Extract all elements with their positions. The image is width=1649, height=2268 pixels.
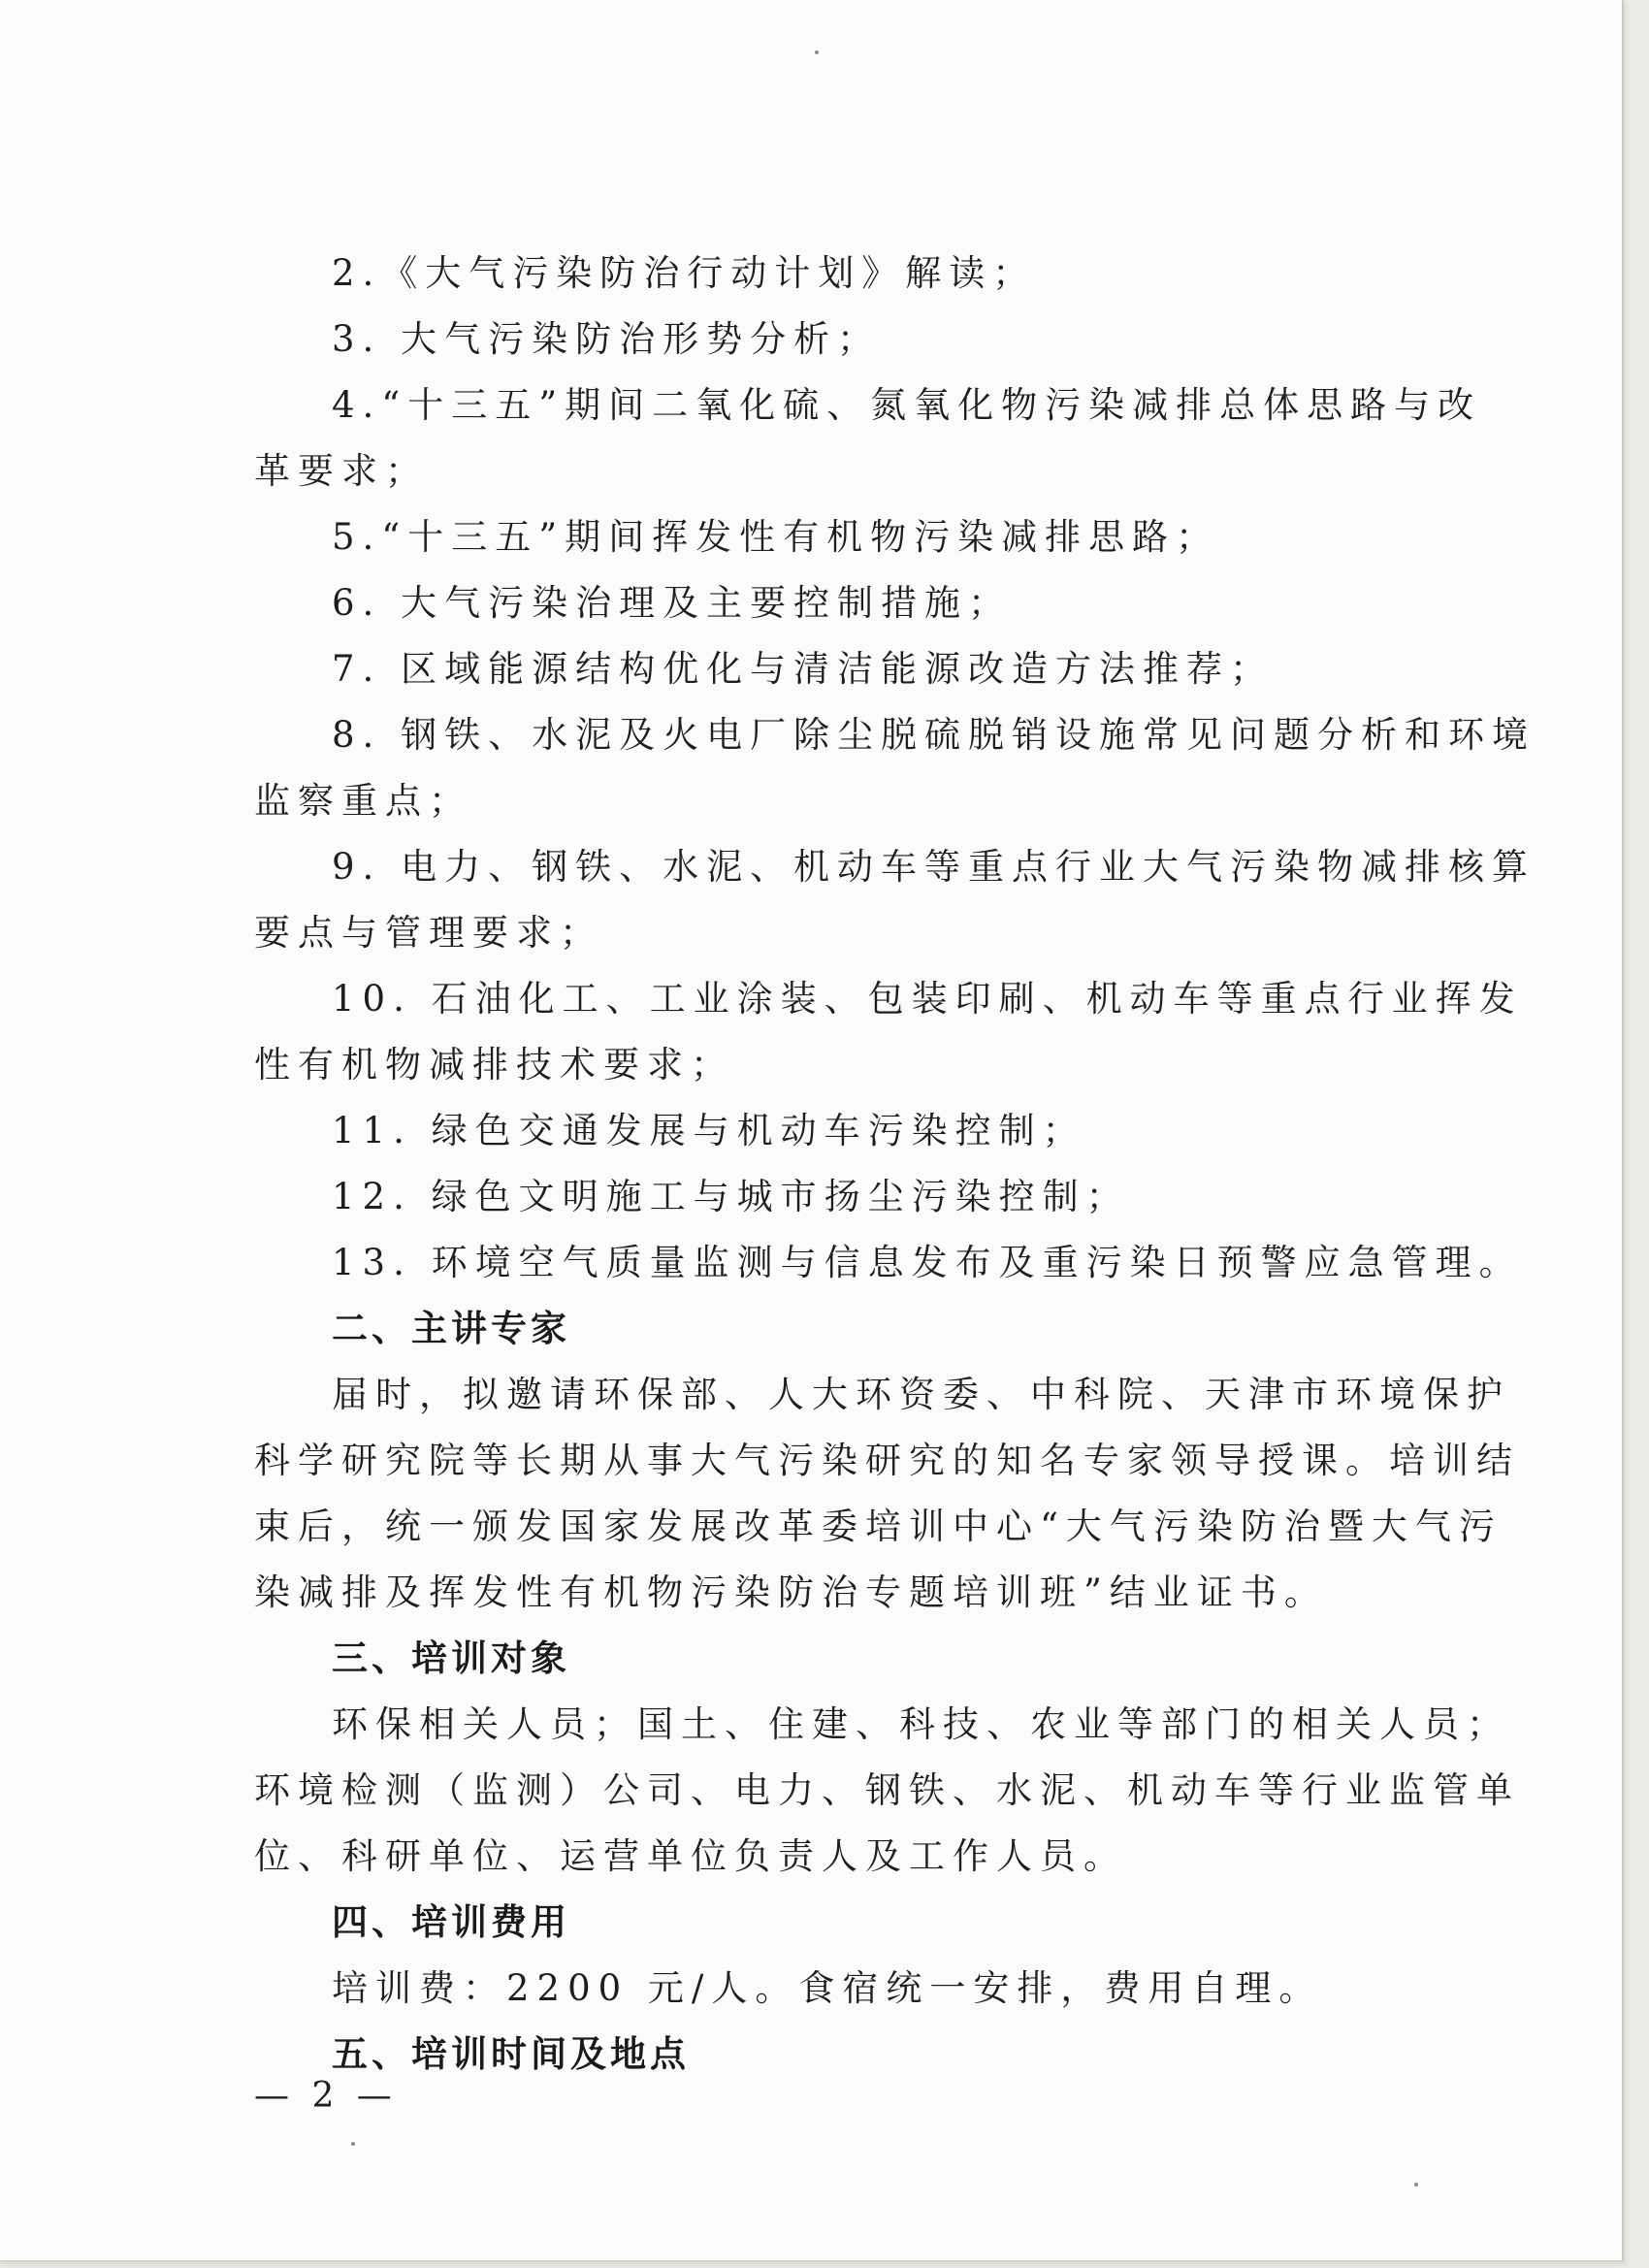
- list-item-11: 11. 绿色交通发展与机动车污染控制；: [332, 1110, 1086, 1151]
- scan-speck: [1414, 2183, 1418, 2187]
- list-item-9: 9. 电力、钢铁、水泥、机动车等重点行业大气污染物减排核算: [332, 846, 1536, 888]
- paragraph-speakers-line-1: 届时，拟邀请环保部、人大环资委、中科院、天津市环境保护: [332, 1374, 1510, 1415]
- list-item-10: 10. 石油化工、工业涂装、包装印刷、机动车等重点行业挥发: [332, 978, 1523, 1020]
- list-item-10-continued: 性有机物减排技术要求；: [254, 1044, 734, 1085]
- list-item-4: 4.“十三五”期间二氧化硫、氮氧化物污染减排总体思路与改: [332, 384, 1482, 426]
- list-item-8-continued: 监察重点；: [254, 780, 472, 822]
- paragraph-audience-line-2: 环境检测（监测）公司、电力、钢铁、水泥、机动车等行业监管单: [254, 1769, 1520, 1811]
- paragraph-audience-line-1: 环保相关人员；国土、住建、科技、农业等部门的相关人员；: [332, 1703, 1510, 1745]
- list-item-2: 2.《大气污染防治行动计划》解读；: [332, 252, 1037, 294]
- list-item-13: 13. 环境空气质量监测与信息发布及重污染日预警应急管理。: [332, 1242, 1523, 1283]
- paragraph-speakers-line-2: 科学研究院等长期从事大气污染研究的知名专家领导授课。培训结: [254, 1440, 1520, 1481]
- page-number: — 2 —: [254, 2076, 398, 2116]
- list-item-4-continued: 革要求；: [254, 450, 429, 492]
- list-item-7: 7. 区域能源结构优化与清洁能源改造方法推荐；: [332, 648, 1275, 690]
- paragraph-speakers-line-4: 染减排及挥发性有机物污染防治专题培训班”结业证书。: [254, 1571, 1328, 1613]
- list-item-3: 3. 大气污染防治形势分析；: [332, 318, 882, 360]
- list-item-5: 5.“十三五”期间挥发性有机物污染减排思路；: [332, 516, 1220, 558]
- list-item-12: 12. 绿色文明施工与城市扬尘污染控制；: [332, 1176, 1130, 1217]
- paragraph-audience-line-3: 位、科研单位、运营单位负责人及工作人员。: [254, 1835, 1127, 1877]
- section-heading-time-location: 五、培训时间及地点: [332, 2033, 690, 2075]
- list-item-8: 8. 钢铁、水泥及火电厂除尘脱硫脱销设施常见问题分析和环境: [332, 714, 1536, 756]
- paragraph-fees: 培训费：2200 元/人。食宿统一安排，费用自理。: [332, 1967, 1323, 2009]
- scan-speck: [351, 2142, 355, 2146]
- section-heading-speakers: 二、主讲专家: [332, 1308, 570, 1349]
- paragraph-speakers-line-3: 束后，统一颁发国家发展改革委培训中心“大气污染防治暨大气污: [254, 1506, 1503, 1547]
- list-item-9-continued: 要点与管理要求；: [254, 912, 603, 954]
- document-body: [254, 241, 1536, 2088]
- scan-speck: [815, 50, 819, 54]
- section-heading-fees: 四、培训费用: [332, 1901, 570, 1943]
- list-item-6: 6. 大气污染治理及主要控制措施；: [332, 582, 1013, 624]
- section-heading-audience: 三、培训对象: [332, 1637, 570, 1679]
